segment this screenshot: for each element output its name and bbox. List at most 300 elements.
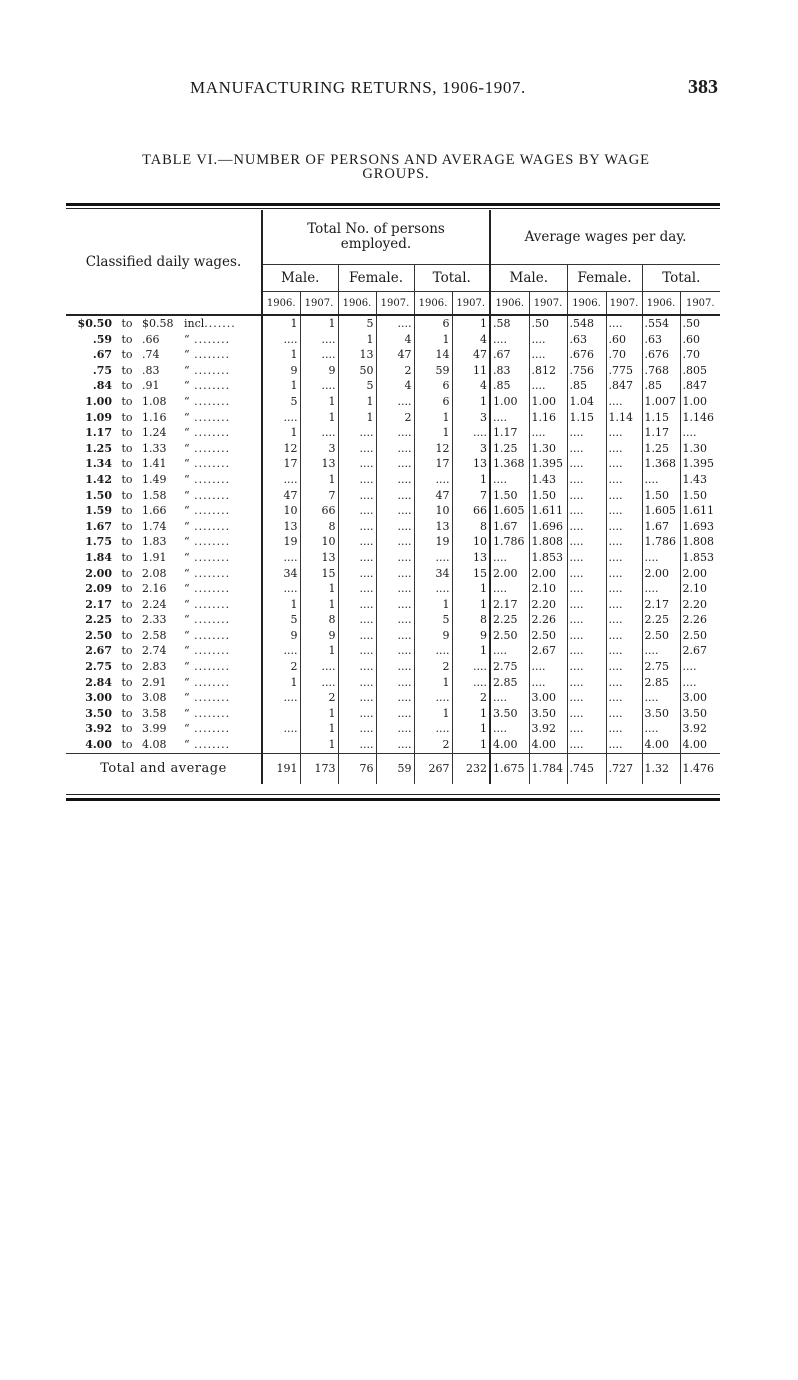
table-cell: 8	[300, 519, 338, 535]
wage-from: .75	[92, 363, 112, 377]
table-cell: ....	[567, 737, 606, 753]
wage-note	[184, 410, 246, 426]
table-cell: 1.67	[490, 519, 529, 535]
wage-from: 4.00	[85, 738, 112, 752]
year-header: 1906.	[490, 292, 529, 316]
wage-range	[66, 347, 262, 363]
table-cell: 1.15	[567, 410, 606, 426]
wage-note	[184, 488, 246, 504]
table-cell: ....	[642, 581, 680, 597]
running-title: MANUFACTURING RETURNS, 1906-1907.	[190, 78, 526, 97]
table-cell: 2.50	[642, 628, 680, 644]
table-cell: ....	[414, 581, 452, 597]
wage-note	[184, 441, 246, 457]
wage-upper: 1.08	[142, 394, 167, 408]
wage-from: .67	[92, 348, 112, 362]
wage-range	[66, 721, 262, 737]
table-cell: 2.10	[529, 581, 567, 597]
table-cell: 1.693	[680, 519, 720, 535]
table-cell: 5	[262, 612, 300, 628]
wage-upper: 2.58	[142, 628, 167, 642]
table-cell: ....	[262, 690, 300, 706]
table-cell: 1.395	[680, 456, 720, 472]
table-cell: 2.10	[680, 581, 720, 597]
wage-upper: 1.16	[142, 410, 167, 424]
wage-note	[184, 456, 246, 472]
table-cell: 2.75	[642, 659, 680, 675]
wage-upper: 3.99	[142, 722, 167, 736]
wage-to-word: to	[121, 472, 133, 486]
wage-from: 2.75	[85, 660, 112, 674]
table-cell: .67	[490, 347, 529, 363]
wage-note	[184, 378, 246, 394]
total-cell: .745	[567, 753, 606, 784]
wage-to-word: to	[121, 519, 133, 533]
table-cell: 10	[300, 534, 338, 550]
wage-upper: $0.58	[142, 317, 174, 330]
table-cell: 3	[452, 410, 490, 426]
table-cell: ....	[606, 519, 642, 535]
table-cell: 1	[300, 721, 338, 737]
wage-note	[184, 550, 246, 566]
table-cell: .847	[606, 378, 642, 394]
table-cell: 13	[452, 550, 490, 566]
table-cell: 4	[452, 378, 490, 394]
table-cell: ....	[567, 550, 606, 566]
wage-range	[66, 503, 262, 519]
table-row	[66, 519, 720, 535]
wage-from: 3.92	[85, 722, 112, 736]
wage-to-word: to	[121, 426, 133, 440]
wage-upper: 2.08	[142, 566, 167, 580]
wage-upper: 2.74	[142, 644, 167, 658]
total-row	[66, 753, 720, 784]
table-cell: 1	[338, 394, 376, 410]
dot-leaders: ........	[189, 550, 231, 564]
table-cell: ....	[567, 612, 606, 628]
wage-upper: .83	[142, 363, 160, 377]
table-row	[66, 690, 720, 706]
total-cell: 1.675	[490, 753, 529, 784]
table-cell: ....	[338, 472, 376, 488]
wage-range	[66, 706, 262, 722]
table-cell: .756	[567, 363, 606, 379]
wage-from: 2.09	[85, 582, 112, 596]
table-cell: 10	[452, 534, 490, 550]
table-row	[66, 315, 720, 332]
wage-note-text: “	[184, 519, 190, 533]
table-cell: 5	[414, 612, 452, 628]
dot-leaders: ........	[189, 597, 231, 611]
table-cell: ....	[490, 332, 529, 348]
table-cell: ....	[338, 721, 376, 737]
table-cell: ....	[642, 690, 680, 706]
wage-upper: 3.08	[142, 691, 167, 705]
table-cell: ....	[414, 721, 452, 737]
wage-range	[66, 659, 262, 675]
table-cell: 3.50	[529, 706, 567, 722]
wage-note	[184, 347, 246, 363]
wage-note-text: “	[184, 675, 190, 689]
table-cell: 2	[414, 659, 452, 675]
table-cell: ....	[606, 566, 642, 582]
table-cell: 1.43	[529, 472, 567, 488]
table-cell: ....	[376, 581, 414, 597]
table-cell: 8	[300, 612, 338, 628]
wage-range	[66, 597, 262, 613]
year-header: 1907.	[376, 292, 414, 316]
wage-to-word: to	[121, 394, 133, 408]
table-cell: 4.00	[642, 737, 680, 753]
table-cell: 1	[300, 315, 338, 332]
table-row	[66, 456, 720, 472]
table-cell: 1	[452, 597, 490, 613]
year-header: 1907.	[452, 292, 490, 316]
dot-leaders: ........	[189, 566, 231, 580]
table-cell: 1	[452, 643, 490, 659]
table-row	[66, 488, 720, 504]
table-cell: ....	[338, 597, 376, 613]
wage-note	[184, 737, 246, 753]
table-cell: 1	[414, 597, 452, 613]
wage-note-text: “	[184, 504, 190, 518]
wage-from: 2.25	[85, 613, 112, 627]
table-row	[66, 566, 720, 582]
table-cell: ....	[606, 675, 642, 691]
wage-to-word: to	[121, 675, 133, 689]
table-cell: .50	[529, 315, 567, 332]
table-cell: ....	[414, 690, 452, 706]
table-cell: 1	[300, 706, 338, 722]
dot-leaders: ........	[189, 660, 231, 674]
table-cell: ....	[606, 488, 642, 504]
table-cell: .70	[606, 347, 642, 363]
wage-to-word: to	[121, 550, 133, 564]
wage-from: 1.34	[85, 457, 112, 471]
table-cell: ....	[567, 425, 606, 441]
dot-leaders: ........	[189, 519, 231, 533]
table-cell: ....	[338, 581, 376, 597]
table-cell: 1	[300, 394, 338, 410]
wage-upper: 2.33	[142, 613, 167, 627]
table-cell: 1	[414, 425, 452, 441]
persons-group-header: Total No. of persons employed.	[262, 210, 490, 265]
wage-upper: 4.08	[142, 738, 167, 752]
table-cell: 1	[300, 737, 338, 753]
wage-range	[66, 378, 262, 394]
dot-leaders: ........	[189, 722, 231, 736]
wage-upper: 2.24	[142, 597, 167, 611]
wage-range	[66, 410, 262, 426]
table-row	[66, 332, 720, 348]
table-cell: ....	[642, 721, 680, 737]
wage-from: 2.67	[85, 644, 112, 658]
table-cell: 2	[300, 690, 338, 706]
wage-note	[184, 675, 246, 691]
dot-leaders: ........	[189, 426, 231, 440]
table-row	[66, 628, 720, 644]
wage-upper: 1.66	[142, 504, 167, 518]
table-cell: 2.25	[642, 612, 680, 628]
table-cell: 1.14	[606, 410, 642, 426]
table-cell: 1.605	[490, 503, 529, 519]
wage-note	[184, 659, 246, 675]
table-cell: ....	[338, 690, 376, 706]
table-cell: ....	[490, 550, 529, 566]
table-cell: ....	[529, 378, 567, 394]
table-cell: 3	[300, 441, 338, 457]
table-cell: ....	[376, 488, 414, 504]
table-cell: 1.15	[642, 410, 680, 426]
table-cell: ....	[338, 643, 376, 659]
table-cell: .60	[606, 332, 642, 348]
wage-note-text: “	[184, 613, 190, 627]
wage-to-word: to	[121, 488, 133, 502]
table-cell: .85	[642, 378, 680, 394]
table-cell: 1	[262, 425, 300, 441]
wage-note	[184, 643, 246, 659]
table-cell: ....	[680, 659, 720, 675]
wage-note-text: “	[184, 410, 190, 424]
wage-range	[66, 332, 262, 348]
wage-note-text: “	[184, 566, 190, 580]
table-row	[66, 737, 720, 753]
wage-upper: 1.49	[142, 472, 167, 486]
table-cell: ....	[262, 721, 300, 737]
table-cell: 3.50	[490, 706, 529, 722]
table-cell: 47	[452, 347, 490, 363]
wage-range	[66, 534, 262, 550]
wage-upper: 2.83	[142, 660, 167, 674]
wage-to-word: to	[121, 597, 133, 611]
table-cell: 2.20	[529, 597, 567, 613]
table-cell: ....	[606, 597, 642, 613]
table-cell: ....	[376, 659, 414, 675]
table-cell	[262, 737, 300, 753]
table-row	[66, 597, 720, 613]
table-cell: 1.611	[680, 503, 720, 519]
sex-header: Female.	[567, 265, 642, 292]
year-header: 1906.	[642, 292, 680, 316]
table-cell: .805	[680, 363, 720, 379]
table-cell: 3.92	[680, 721, 720, 737]
table-cell: ....	[376, 534, 414, 550]
table-cell: 6	[414, 394, 452, 410]
wage-range	[66, 456, 262, 472]
table-cell: ....	[452, 425, 490, 441]
wage-to-word: to	[121, 582, 133, 596]
wage-range	[66, 612, 262, 628]
table-row	[66, 659, 720, 675]
table-cell: ....	[300, 425, 338, 441]
table-cell: 1	[414, 706, 452, 722]
wage-range	[66, 519, 262, 535]
table-row	[66, 612, 720, 628]
wage-range	[66, 550, 262, 566]
dot-leaders: .......	[204, 317, 236, 330]
table-cell: .70	[680, 347, 720, 363]
wage-note	[184, 706, 246, 722]
wage-from: $0.50	[77, 317, 112, 330]
table-cell: ....	[606, 737, 642, 753]
table-cell: .58	[490, 315, 529, 332]
table-cell: ....	[376, 441, 414, 457]
wage-note-text: “	[184, 488, 190, 502]
table-row	[66, 675, 720, 691]
wage-note	[184, 721, 246, 737]
table-cell: 4.00	[680, 737, 720, 753]
wage-note	[184, 363, 246, 379]
table-cell: ....	[338, 612, 376, 628]
table-row	[66, 721, 720, 737]
wage-note-text: “	[184, 722, 190, 736]
table-cell: ....	[338, 441, 376, 457]
wage-range	[66, 643, 262, 659]
table-cell: 2.50	[490, 628, 529, 644]
table-cell: ....	[300, 659, 338, 675]
table-row	[66, 394, 720, 410]
table-cell: 1.50	[529, 488, 567, 504]
table-cell	[262, 706, 300, 722]
table-cell: ....	[567, 503, 606, 519]
table-cell: 1.853	[529, 550, 567, 566]
table-head	[66, 210, 720, 315]
table-cell: 1	[452, 581, 490, 597]
table-body	[66, 315, 720, 784]
table-cell: ....	[567, 628, 606, 644]
table-cell: 1.30	[680, 441, 720, 457]
wage-note-text: “	[184, 691, 190, 705]
table-cell: .60	[680, 332, 720, 348]
wage-from: 1.75	[85, 535, 112, 549]
table-cell: 1.853	[680, 550, 720, 566]
table-cell: 2.75	[490, 659, 529, 675]
top-rule-thin	[66, 208, 720, 209]
table-cell: 1.17	[490, 425, 529, 441]
wage-to-word: to	[121, 441, 133, 455]
dot-leaders: ........	[189, 675, 231, 689]
wage-range	[66, 566, 262, 582]
total-cell: 1.32	[642, 753, 680, 784]
table-cell: 1	[452, 706, 490, 722]
wage-range	[66, 675, 262, 691]
table-cell: ....	[567, 566, 606, 582]
table-cell: 47	[262, 488, 300, 504]
table-cell: 2	[376, 410, 414, 426]
table-cell: ....	[376, 503, 414, 519]
table-cell: 50	[338, 363, 376, 379]
table-cell: ....	[680, 675, 720, 691]
table-cell: ....	[376, 550, 414, 566]
table-cell: ....	[490, 472, 529, 488]
wage-range	[66, 315, 262, 332]
table-cell: 1.696	[529, 519, 567, 535]
wage-note	[184, 612, 246, 628]
wage-from: 1.25	[85, 441, 112, 455]
table-cell: 4	[376, 378, 414, 394]
wage-upper: .91	[142, 379, 160, 393]
wage-range	[66, 737, 262, 753]
dot-leaders: ........	[189, 644, 231, 658]
wage-upper: 1.91	[142, 550, 167, 564]
dot-leaders: ........	[189, 706, 231, 720]
table-cell: ....	[606, 628, 642, 644]
table-cell: 10	[262, 503, 300, 519]
table-cell: 1	[414, 410, 452, 426]
wage-range	[66, 363, 262, 379]
wage-note-text: “	[184, 363, 190, 377]
wage-to-word: to	[121, 628, 133, 642]
wage-upper: 1.83	[142, 535, 167, 549]
table-cell: 1	[300, 410, 338, 426]
year-header: 1906.	[262, 292, 300, 316]
table-cell: 1.25	[642, 441, 680, 457]
table-cell: ....	[567, 472, 606, 488]
table-cell: ....	[262, 581, 300, 597]
wage-from: .59	[92, 332, 112, 346]
table-cell: ....	[300, 332, 338, 348]
table-cell: ....	[262, 643, 300, 659]
table-cell: 2.67	[680, 643, 720, 659]
table-cell: 4	[452, 332, 490, 348]
wage-from: 1.00	[85, 394, 112, 408]
table-cell: 1.67	[642, 519, 680, 535]
table-cell: .676	[642, 347, 680, 363]
table-cell: ....	[262, 332, 300, 348]
dot-leaders: ........	[189, 363, 231, 377]
wage-range	[66, 581, 262, 597]
table-row	[66, 550, 720, 566]
wage-to-word: to	[121, 644, 133, 658]
dot-leaders: ........	[189, 738, 231, 752]
dot-leaders: ........	[189, 441, 231, 455]
wage-from: 2.00	[85, 566, 112, 580]
wage-to-word: to	[121, 457, 133, 471]
wage-to-word: to	[121, 613, 133, 627]
wage-note-text: “	[184, 738, 190, 752]
wage-to-word: to	[121, 722, 133, 736]
table-cell: ....	[338, 737, 376, 753]
table-cell: ....	[490, 643, 529, 659]
table-cell: 2.00	[642, 566, 680, 582]
table-cell: .768	[642, 363, 680, 379]
wage-note-text: incl	[184, 317, 205, 330]
wage-note-text: “	[184, 628, 190, 642]
dot-leaders: ........	[189, 348, 231, 362]
table-cell: ....	[567, 534, 606, 550]
wage-note	[184, 690, 246, 706]
table-cell: ....	[606, 441, 642, 457]
table-cell: ....	[606, 534, 642, 550]
table-cell: 1	[414, 675, 452, 691]
table-cell: ....	[262, 550, 300, 566]
wage-range	[66, 690, 262, 706]
table-cell: .548	[567, 315, 606, 332]
table-cell: 9	[262, 628, 300, 644]
table-row	[66, 425, 720, 441]
bottom-rule-thin	[66, 794, 720, 795]
table-cell: 1.007	[642, 394, 680, 410]
dot-leaders: ........	[189, 582, 231, 596]
table-cell: ....	[376, 566, 414, 582]
table-cell: ....	[414, 550, 452, 566]
table-cell: 1.00	[490, 394, 529, 410]
dot-leaders: ........	[189, 457, 231, 471]
table-cell: 17	[262, 456, 300, 472]
wage-upper: 2.16	[142, 582, 167, 596]
dot-leaders: ........	[189, 488, 231, 502]
wage-upper: 1.58	[142, 488, 167, 502]
